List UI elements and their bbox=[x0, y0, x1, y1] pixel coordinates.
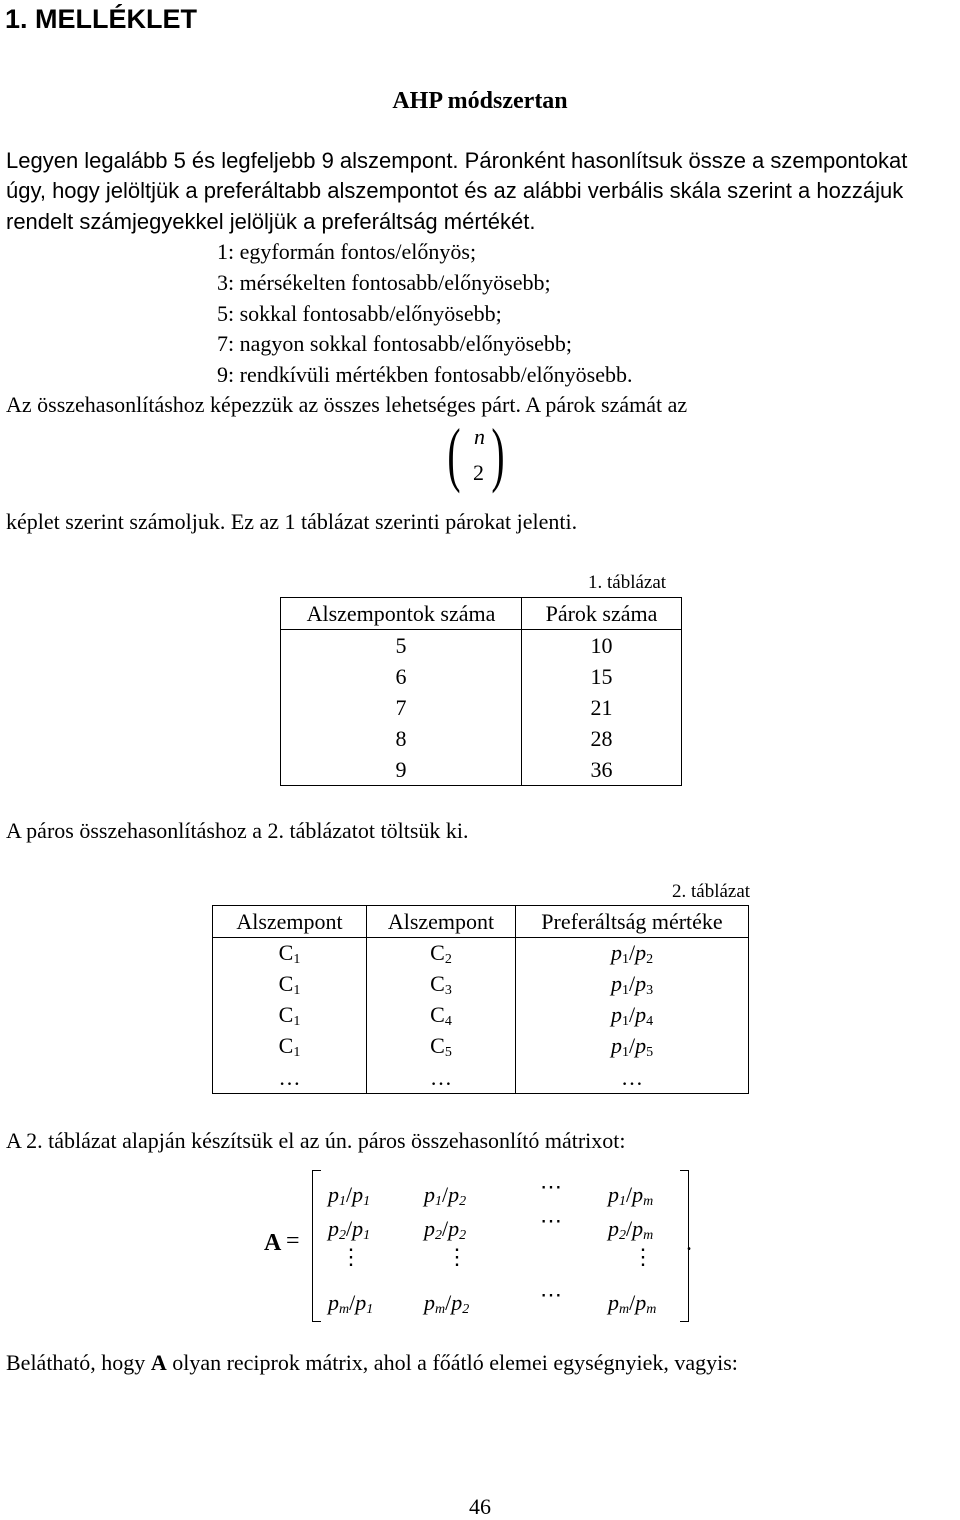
equals-sign: = bbox=[286, 1228, 300, 1254]
appendix-heading: 1. MELLÉKLET bbox=[5, 4, 198, 34]
table-cell: $C_4$ bbox=[367, 1000, 516, 1031]
table-row bbox=[281, 630, 682, 662]
matrix-period: . bbox=[686, 1230, 692, 1256]
scale-item-9: 9: rendkívüli mértékben fontosabb/előnyösebb. bbox=[217, 362, 633, 387]
table-header: Párok száma bbox=[522, 598, 682, 630]
pairs-table bbox=[280, 597, 682, 786]
matrix-hdots: ⋯ bbox=[540, 1282, 562, 1307]
table-cell: $C_3$ bbox=[367, 969, 516, 1000]
scale-item-7: 7: nagyon sokkal fontosabb/előnyösebb; bbox=[217, 331, 573, 356]
table-header-row bbox=[213, 906, 749, 938]
section-title: AHP módszertan bbox=[392, 88, 568, 114]
table-cell: $C_1$ bbox=[213, 1000, 367, 1031]
formula-sentence: képlet szerint számoljuk. Ez az 1 táblázat szerinti párokat jelenti. bbox=[6, 509, 578, 534]
binomial-n: n bbox=[474, 424, 485, 449]
matrix-cell-m-1: $p_m/p_1$ bbox=[328, 1290, 374, 1317]
table2-intro: A páros összehasonlításhoz a 2. táblázatot töltsük ki. bbox=[6, 818, 469, 843]
table-cell: 8 bbox=[281, 723, 522, 754]
table-row bbox=[281, 692, 682, 723]
binomial-coefficient bbox=[447, 414, 505, 494]
table-cell: 21 bbox=[522, 692, 682, 723]
table-row bbox=[281, 754, 682, 786]
table-row bbox=[281, 661, 682, 692]
table-cell: 5 bbox=[281, 630, 522, 662]
left-paren: ( bbox=[447, 414, 461, 494]
matrix-name: A bbox=[264, 1230, 282, 1256]
conclusion-sentence: Belátható, hogy A olyan reciprok mátrix, ahol a főátló elemei egységnyiek, vagyis: bbox=[6, 1350, 738, 1375]
table-cell: $C_2$ bbox=[367, 938, 516, 970]
table-row bbox=[213, 1062, 749, 1094]
intro-line-2: úgy, hogy jelöltjük a preferáltabb alszempontot és az alábbi verbális skála szerint a hozzájuk bbox=[6, 178, 904, 203]
matrix-vdots: ⋮ bbox=[632, 1244, 654, 1269]
table-cell-ellipsis: … bbox=[213, 1062, 367, 1094]
table-cell: 7 bbox=[281, 692, 522, 723]
table-cell: $p_1/p_5$ bbox=[516, 1031, 749, 1062]
matrix-cell-2-2: $p_2/p_2$ bbox=[424, 1216, 467, 1243]
left-bracket bbox=[312, 1170, 321, 1322]
pairs-sentence: Az összehasonlításhoz képezzük az összes lehetséges párt. A párok számát az bbox=[6, 392, 688, 417]
matrix-cell-1-1: $p_1/p_1$ bbox=[328, 1182, 371, 1209]
table-header: Alszempontok száma bbox=[281, 598, 522, 630]
table-header: Preferáltság mértéke bbox=[516, 906, 749, 938]
matrix-cell-2-m: $p_2/p_m$ bbox=[608, 1216, 654, 1243]
table-row bbox=[281, 723, 682, 754]
matrix-vdots: ⋮ bbox=[340, 1244, 362, 1269]
comparison-table bbox=[212, 905, 749, 1094]
table-cell: 9 bbox=[281, 754, 522, 786]
matrix-cell-2-1: $p_2/p_1$ bbox=[328, 1216, 371, 1243]
page-number: 46 bbox=[469, 1494, 491, 1519]
table-cell: $p_1/p_4$ bbox=[516, 1000, 749, 1031]
table1-caption: 1. táblázat bbox=[588, 572, 667, 593]
intro-line-1: Legyen legalább 5 és legfeljebb 9 alszempont. Páronként hasonlítsuk össze a szempontokat bbox=[6, 148, 908, 173]
matrix-vdots: ⋮ bbox=[446, 1244, 468, 1269]
table-row bbox=[213, 1031, 749, 1062]
table-cell: $p_1/p_3$ bbox=[516, 969, 749, 1000]
intro-line-3: rendelt számjegyekkel jelöljük a preferáltság mértékét. bbox=[6, 209, 536, 234]
table-cell-ellipsis: … bbox=[367, 1062, 516, 1094]
matrix-cell-1-2: $p_1/p_2$ bbox=[424, 1182, 467, 1209]
table-header: Alszempont bbox=[213, 906, 367, 938]
matrix-hdots: ⋯ bbox=[540, 1208, 562, 1233]
table-header-row bbox=[281, 598, 682, 630]
matrix-symbol: A bbox=[150, 1350, 167, 1375]
scale-item-5: 5: sokkal fontosabb/előnyösebb; bbox=[217, 301, 502, 326]
comparison-matrix bbox=[260, 1166, 700, 1326]
matrix-intro: A 2. táblázat alapján készítsük el az ún. páros összehasonlító mátrixot: bbox=[6, 1128, 626, 1153]
table-cell-ellipsis: … bbox=[516, 1062, 749, 1094]
table-row bbox=[213, 969, 749, 1000]
table-row bbox=[213, 938, 749, 970]
table-cell: 15 bbox=[522, 661, 682, 692]
right-paren: ) bbox=[491, 414, 505, 494]
scale-item-3: 3: mérsékelten fontosabb/előnyösebb; bbox=[217, 270, 551, 295]
table2-caption: 2. táblázat bbox=[672, 881, 751, 902]
matrix-hdots: ⋯ bbox=[540, 1174, 562, 1199]
matrix-cell-m-m: $p_m/p_m$ bbox=[608, 1290, 657, 1317]
table-cell: 36 bbox=[522, 754, 682, 786]
table-header: Alszempont bbox=[367, 906, 516, 938]
table-cell: $C_1$ bbox=[213, 938, 367, 970]
table-row bbox=[213, 1000, 749, 1031]
table-cell: 28 bbox=[522, 723, 682, 754]
scale-item-1: 1: egyformán fontos/előnyös; bbox=[217, 239, 477, 264]
table-cell: $C_1$ bbox=[213, 1031, 367, 1062]
table-cell: 10 bbox=[522, 630, 682, 662]
matrix-cell-1-m: $p_1/p_m$ bbox=[608, 1182, 654, 1209]
binomial-k: 2 bbox=[473, 460, 484, 485]
table-cell: $p_1/p_2$ bbox=[516, 938, 749, 970]
table-cell: $C_1$ bbox=[213, 969, 367, 1000]
table-cell: $C_5$ bbox=[367, 1031, 516, 1062]
table-cell: 6 bbox=[281, 661, 522, 692]
matrix-cell-m-2: $p_m/p_2$ bbox=[424, 1290, 470, 1317]
